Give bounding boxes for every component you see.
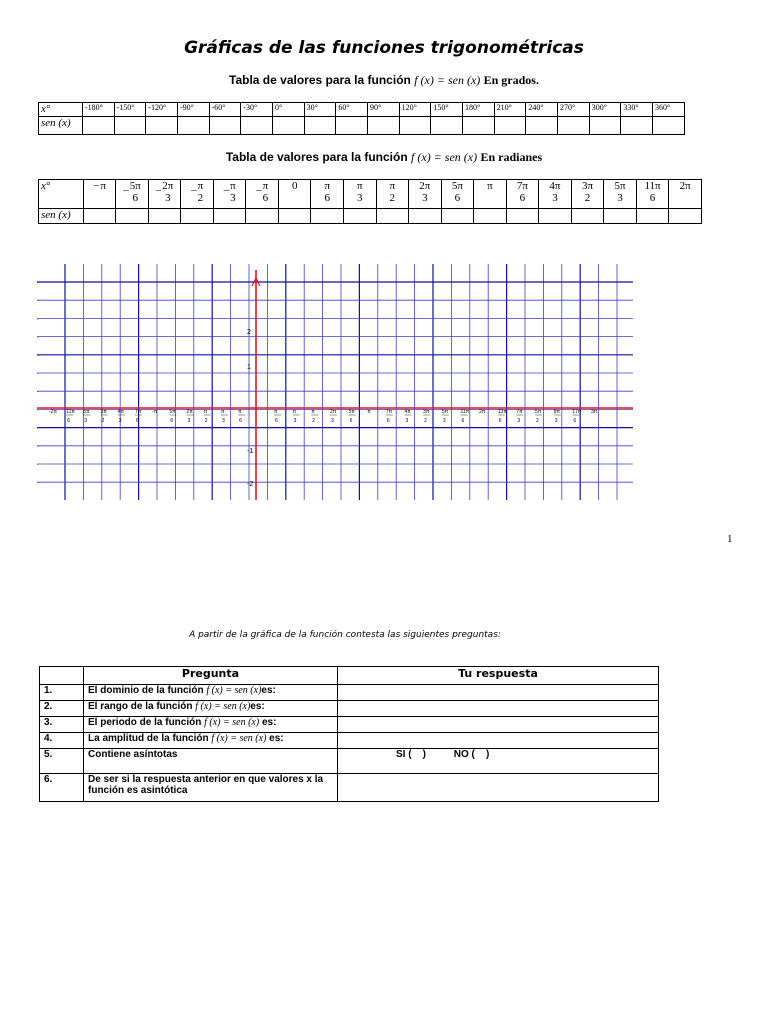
function-notation: f (x) = sen (x): [414, 73, 481, 87]
negative-sign: _: [123, 180, 129, 192]
fraction-numerator: 5π: [451, 180, 463, 192]
fraction-numerator: π: [100, 180, 106, 192]
answer-cell[interactable]: [338, 685, 659, 701]
x-tick-denominator: 3: [554, 418, 558, 424]
question-number: 4.: [40, 733, 84, 749]
sine-answer-cell[interactable]: [246, 209, 279, 224]
question-text: La amplitud de la función: [88, 733, 209, 744]
radian-fraction: [419, 180, 430, 204]
question-number: 5.: [40, 749, 84, 774]
question-row: [40, 717, 659, 733]
degrees-values-table: [38, 102, 685, 135]
question-number: 1.: [40, 685, 84, 701]
x-tick-denominator: 6: [349, 418, 353, 424]
question-number: 6.: [40, 774, 84, 802]
negative-sign: _: [256, 180, 262, 192]
question-header: Pregunta: [84, 667, 338, 685]
degree-value-cell: 0°: [272, 103, 304, 117]
subtitle-suffix: En grados.: [483, 73, 539, 87]
answer-cell[interactable]: [338, 733, 659, 749]
sine-answer-cell[interactable]: [376, 209, 409, 224]
degree-value-cell: -60°: [209, 103, 241, 117]
radian-value-cell: [213, 180, 246, 209]
x-tick-numerator: 7π: [516, 409, 523, 415]
radian-value-cell: [474, 180, 507, 209]
x-tick-denominator: 3: [84, 418, 88, 424]
x-tick-denominator: 3: [293, 418, 297, 424]
question-text-cell: [84, 733, 338, 749]
x-tick-denominator: 6: [170, 418, 174, 424]
grid-tick-mark: -: [37, 407, 39, 414]
x-tick-numerator: 2π: [479, 409, 486, 415]
radian-fraction: [230, 180, 236, 204]
radian-fraction: [292, 180, 298, 192]
fraction-denominator: 6: [132, 192, 139, 204]
radian-fraction: [263, 180, 269, 204]
x-tick-numerator: 2π: [329, 409, 337, 415]
radian-fraction: [452, 180, 463, 204]
radian-value-cell: [636, 180, 669, 209]
degree-value-cell: -180°: [82, 103, 114, 117]
grid-tick-mark: -: [37, 425, 39, 432]
x-tick-numerator: 11π: [66, 409, 75, 415]
fraction-denominator: 6: [262, 192, 269, 204]
x-tick-numerator: 7π: [385, 409, 393, 415]
answer-options: SI ( ) NO ( ): [396, 749, 490, 760]
radian-value-cell: [376, 180, 409, 209]
function-notation: f (x) = sen (x): [411, 150, 478, 164]
sine-answer-cell[interactable]: [399, 117, 431, 135]
sine-answer-cell[interactable]: [311, 209, 344, 224]
radian-fraction: [517, 180, 528, 204]
sine-answer-cell[interactable]: [181, 209, 214, 224]
degree-value-cell: 30°: [304, 103, 336, 117]
degree-value-cell: 330°: [621, 103, 653, 117]
table-row-head: x°: [39, 103, 83, 117]
negative-sign: −: [93, 180, 100, 192]
sine-answer-cell[interactable]: [146, 117, 178, 135]
radian-fraction: [100, 180, 106, 192]
x-tick-numerator: 17π: [572, 409, 582, 415]
radian-fraction: [644, 180, 660, 204]
table-row-label: sen (x): [39, 117, 83, 135]
fraction-numerator: 3π: [581, 180, 593, 192]
degree-value-cell: 150°: [431, 103, 463, 117]
question-row: [40, 701, 659, 717]
degree-value-cell: 360°: [653, 103, 685, 117]
sine-answer-cell[interactable]: [343, 209, 376, 224]
x-tick-numerator: 11π: [460, 409, 470, 415]
sine-answer-cell[interactable]: [494, 117, 526, 135]
fraction-denominator: 3: [552, 192, 558, 204]
sine-answer-cell[interactable]: [669, 209, 702, 224]
fraction-denominator: 2: [197, 192, 204, 204]
x-tick-denominator: 6: [386, 418, 390, 424]
sine-answer-cell[interactable]: [653, 117, 685, 135]
sine-answer-cell[interactable]: [148, 209, 181, 224]
function-notation: f (x) = sen (x): [204, 717, 260, 728]
sine-answer-cell[interactable]: [558, 117, 590, 135]
sine-answer-cell[interactable]: [213, 209, 246, 224]
x-tick-numerator: π: [220, 409, 225, 415]
radians-table-subtitle: [0, 150, 768, 165]
x-tick-denominator: 2: [312, 418, 316, 424]
question-suffix: es:: [259, 717, 277, 728]
degree-value-cell: -120°: [146, 103, 178, 117]
question-row: [40, 733, 659, 749]
fraction-numerator: 5π: [129, 180, 141, 192]
radian-value-cell: [506, 180, 539, 209]
degree-value-cell: 180°: [463, 103, 495, 117]
fraction-numerator: π: [324, 180, 330, 192]
x-tick-numerator: π: [292, 409, 297, 415]
fraction-denominator: 3: [617, 192, 623, 204]
x-tick-denominator: 6: [275, 418, 278, 424]
blank-header-cell: [40, 667, 84, 685]
y-tick-label: -2: [247, 481, 254, 488]
x-tick-numerator: 5π: [535, 409, 542, 415]
answer-cell[interactable]: [338, 701, 659, 717]
question-number: 3.: [40, 717, 84, 733]
question-row: [40, 685, 659, 701]
radian-value-cell: [669, 180, 702, 209]
sine-answer-cell[interactable]: [83, 209, 116, 224]
sine-answer-cell[interactable]: [431, 117, 463, 135]
degree-value-cell: 210°: [494, 103, 526, 117]
radian-fraction: [357, 180, 363, 204]
radian-fraction: [614, 180, 625, 204]
x-tick-denominator: 3: [187, 418, 191, 424]
radian-value-cell: [246, 180, 279, 209]
x-tick-denominator: 6: [67, 418, 70, 424]
radian-value-cell: [148, 180, 181, 209]
fraction-numerator: 4π: [549, 180, 561, 192]
grid-tick-mark: -: [37, 462, 39, 468]
grid-tick-mark: -: [37, 389, 39, 396]
degree-value-cell: -150°: [114, 103, 146, 117]
fraction-numerator: π: [487, 180, 493, 192]
sine-answer-cell[interactable]: [278, 209, 311, 224]
radian-value-cell: [343, 180, 376, 209]
x-tick-numerator: 7π: [134, 409, 142, 415]
sine-answer-cell[interactable]: [636, 209, 669, 224]
radian-fraction: [487, 180, 493, 192]
page-title: Gráficas de las funciones trigonométricas: [184, 38, 584, 58]
degree-value-cell: 90°: [367, 103, 399, 117]
radian-fraction: [549, 180, 560, 204]
x-tick-denominator: 3: [118, 418, 122, 424]
radian-value-cell: [539, 180, 572, 209]
sine-answer-cell[interactable]: [82, 117, 114, 135]
question-text-cell: [84, 685, 338, 701]
fraction-denominator: 6: [649, 192, 656, 204]
x-tick-denominator: 3: [517, 418, 521, 424]
question-suffix: es:: [266, 733, 284, 744]
subtitle-prefix: Tabla de valores para la función: [229, 73, 411, 87]
table-row-head: x°: [39, 180, 84, 209]
question-text-cell: [84, 701, 338, 717]
subtitle-suffix: En radianes: [480, 150, 543, 164]
radian-fraction: [198, 180, 204, 204]
grid-tick-mark: -: [37, 280, 39, 286]
fraction-numerator: 7π: [516, 180, 528, 192]
function-notation: f (x) = sen (x): [211, 733, 267, 744]
question-text: Contiene asíntotas: [88, 749, 178, 760]
radian-value-cell: [409, 180, 442, 209]
sine-answer-cell[interactable]: [241, 117, 273, 135]
radian-value-cell: [116, 180, 149, 209]
x-tick-numerator: π: [238, 409, 242, 415]
sine-answer-cell[interactable]: [621, 117, 653, 135]
fraction-numerator: 2π: [679, 180, 691, 192]
fraction-numerator: 2π: [162, 180, 174, 192]
x-tick-numerator: π: [274, 409, 278, 415]
negative-sign: _: [223, 180, 230, 192]
radian-value-cell: [441, 180, 474, 209]
y-tick-label: 1: [247, 364, 251, 371]
question-row: [40, 749, 659, 774]
degree-value-cell: 120°: [399, 103, 431, 117]
radians-values-table: [38, 179, 702, 224]
fraction-denominator: 3: [357, 192, 363, 204]
degree-value-cell: -90°: [177, 103, 209, 117]
question-row: [40, 774, 659, 802]
x-tick-denominator: 6: [573, 418, 577, 424]
radian-fraction: [390, 180, 396, 204]
radian-fraction: [680, 180, 691, 192]
sine-answer-cell[interactable]: [114, 117, 146, 135]
radian-value-cell: [604, 180, 637, 209]
x-tick-numerator: 3π: [423, 409, 430, 415]
function-notation: f (x) = sen (x): [195, 701, 251, 712]
radian-fraction: [162, 180, 173, 204]
sine-answer-cell[interactable]: [604, 209, 637, 224]
grid-tick-mark: -: [37, 371, 39, 377]
answer-cell[interactable]: [338, 749, 659, 774]
radian-value-cell: [181, 180, 214, 209]
degree-value-cell: 60°: [336, 103, 368, 117]
x-tick-numerator: 3π: [591, 409, 598, 415]
fraction-numerator: π: [230, 180, 236, 192]
x-tick-denominator: 3: [221, 418, 225, 424]
degree-value-cell: 300°: [589, 103, 621, 117]
x-tick-numerator: 5π: [169, 409, 176, 415]
y-tick-label: 2: [247, 329, 251, 336]
sine-answer-cell[interactable]: [506, 209, 539, 224]
negative-sign: _: [155, 180, 162, 192]
radian-fraction: [130, 180, 141, 204]
fraction-denominator: 6: [324, 192, 330, 204]
degrees-table-subtitle: [0, 73, 768, 88]
question-text-cell: [84, 717, 338, 733]
radian-fraction: [324, 180, 330, 204]
radian-value-cell: [311, 180, 344, 209]
question-suffix: es:: [261, 685, 276, 696]
fraction-numerator: 5π: [614, 180, 626, 192]
x-tick-numerator: 2π: [186, 409, 193, 415]
x-tick-denominator: 3: [405, 418, 409, 424]
answer-cell[interactable]: [338, 717, 659, 733]
sine-answer-cell[interactable]: [526, 117, 558, 135]
x-tick-denominator: 2: [424, 418, 427, 424]
fraction-numerator: π: [262, 180, 269, 192]
x-tick-numerator: π: [311, 409, 315, 415]
x-tick-denominator: 6: [135, 418, 139, 424]
x-tick-denominator: 6: [239, 418, 242, 424]
fraction-numerator: 11π: [644, 180, 661, 192]
fraction-numerator: π: [356, 180, 363, 192]
fraction-numerator: 0: [291, 180, 298, 192]
function-notation: f (x) = sen (x): [206, 685, 262, 696]
x-tick-numerator: 5π: [83, 409, 90, 415]
x-tick-denominator: 6: [498, 418, 502, 424]
question-text: El periodo de la función: [88, 717, 202, 728]
sine-answer-cell[interactable]: [367, 117, 399, 135]
sine-answer-cell[interactable]: [463, 117, 495, 135]
fraction-denominator: 2: [584, 192, 591, 204]
x-tick-numerator: -2π: [49, 409, 57, 415]
question-suffix: es:: [250, 701, 265, 712]
x-tick-numerator: 5π: [441, 409, 449, 415]
grid-tick-mark: -: [37, 480, 39, 487]
sine-answer-cell[interactable]: [589, 117, 621, 135]
degree-value-cell: 240°: [526, 103, 558, 117]
sine-answer-cell[interactable]: [116, 209, 149, 224]
x-tick-denominator: 2: [536, 418, 539, 424]
sine-answer-cell[interactable]: [441, 209, 474, 224]
subtitle-prefix: Tabla de valores para la función: [225, 150, 408, 164]
x-tick-numerator: 5π: [348, 409, 355, 415]
question-text: El rango de la función: [88, 701, 193, 712]
sine-answer-cell[interactable]: [177, 117, 209, 135]
negative-sign: _: [191, 180, 197, 192]
x-tick-numerator: π: [367, 409, 371, 415]
sine-answer-cell[interactable]: [474, 209, 507, 224]
grid-tick-mark: -: [37, 334, 39, 341]
x-tick-numerator: 4π: [117, 409, 125, 415]
fraction-denominator: 3: [165, 192, 171, 204]
x-tick-numerator: 8π: [553, 409, 560, 415]
x-tick-denominator: 3: [442, 418, 446, 424]
x-tick-denominator: 2: [101, 418, 105, 424]
sine-answer-cell[interactable]: [272, 117, 304, 135]
fraction-numerator: 2π: [419, 180, 431, 192]
fraction-denominator: 2: [389, 192, 396, 204]
degree-value-cell: 270°: [558, 103, 590, 117]
question-text-cell: [84, 749, 338, 774]
radian-value-cell: [571, 180, 604, 209]
x-tick-numerator: 13π: [497, 409, 507, 415]
sine-answer-cell[interactable]: [571, 209, 604, 224]
questions-table: [39, 666, 659, 802]
question-text: De ser si la respuesta anterior en que valores x la función es asintótica: [88, 774, 324, 796]
x-tick-numerator: -π: [152, 409, 158, 415]
table-row-label: sen (x): [39, 209, 84, 224]
instructions: A partir de la gráfica de la función contesta las siguientes preguntas:: [189, 630, 501, 640]
sine-answer-cell[interactable]: [304, 117, 336, 135]
x-tick-numerator: 3π: [100, 409, 107, 415]
radian-value-cell: [278, 180, 311, 209]
grid-tick-mark: -: [37, 316, 39, 323]
grid-tick-mark: -: [37, 298, 39, 305]
answer-cell[interactable]: [338, 774, 659, 802]
grid-tick-mark: -: [37, 443, 39, 450]
grid-tick-mark: -: [37, 352, 39, 359]
y-tick-label: -1: [247, 448, 254, 455]
x-tick-numerator: π: [203, 409, 208, 415]
sine-answer-cell[interactable]: [539, 209, 572, 224]
radian-value-cell: [83, 180, 116, 209]
x-tick-denominator: 2: [204, 418, 208, 424]
fraction-numerator: π: [197, 180, 204, 192]
question-number: 2.: [40, 701, 84, 717]
x-tick-denominator: 3: [330, 418, 334, 424]
page-number: 1: [727, 533, 733, 545]
sine-answer-cell[interactable]: [336, 117, 368, 135]
sine-graph-grid: [37, 264, 633, 500]
fraction-denominator: 6: [519, 192, 526, 204]
question-text-cell: [84, 774, 338, 802]
question-text: El dominio de la función: [88, 685, 204, 696]
fraction-denominator: 3: [230, 192, 236, 204]
sine-answer-cell[interactable]: [409, 209, 442, 224]
fraction-denominator: 3: [422, 192, 428, 204]
answer-header: Tu respuesta: [338, 667, 659, 685]
fraction-denominator: 6: [454, 192, 461, 204]
sine-answer-cell[interactable]: [209, 117, 241, 135]
x-tick-denominator: 6: [461, 418, 465, 424]
radian-fraction: [582, 180, 593, 204]
degree-value-cell: -30°: [241, 103, 273, 117]
fraction-numerator: π: [389, 180, 396, 192]
x-tick-numerator: 4π: [404, 409, 411, 415]
